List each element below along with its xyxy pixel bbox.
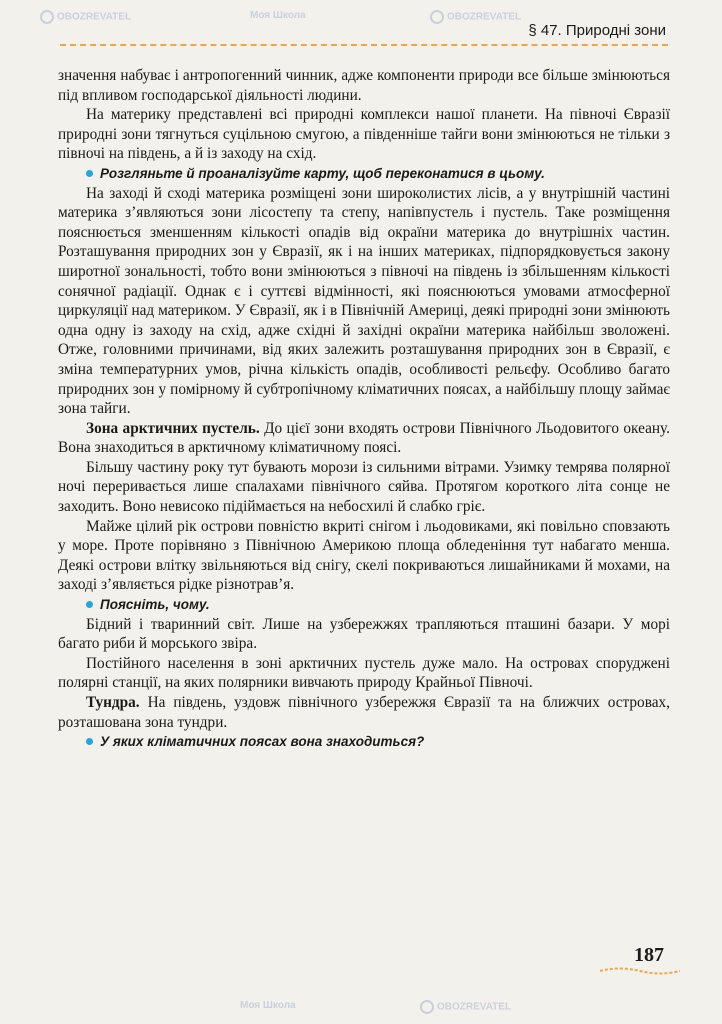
watermark: [40, 10, 131, 24]
watermark-logo-icon: [40, 10, 54, 24]
question: [58, 595, 670, 615]
question-text: Поясніть, чому.: [100, 597, 210, 613]
watermark: [430, 10, 521, 24]
page-number-ornament-icon: [600, 966, 680, 976]
bullet-icon: [86, 170, 93, 177]
watermark: [250, 10, 306, 21]
watermark: [420, 1000, 511, 1014]
question-text: У яких кліматичних поясах вона знаходиться?: [100, 734, 425, 750]
paragraph: Постійного населення в зоні арктичних пустель дуже мало. На островах споруджені полярні станції, на яких полярники вивчають природу Крайньої Півночі.: [58, 654, 670, 692]
watermark-text: Моя Школа: [250, 10, 306, 21]
section-heading: Зона арктичних пустель.: [86, 419, 260, 437]
watermark-logo-icon: [420, 1000, 434, 1014]
question-text: Розгляньте й проаналізуйте карту, щоб переконатися в цьому.: [100, 165, 545, 181]
page-number: 187: [634, 944, 664, 966]
watermark-text: OBOZREVATEL: [447, 11, 522, 23]
paragraph: Більшу частину року тут бувають морози із сильними вітрами. Узимку темрява полярної ночі переривається лише спалахами північного сяйва. Протягом короткого літа сонце не заходить. Воно невисоко підіймається на небосхилі й слабко гріє.: [58, 458, 670, 516]
question: [58, 732, 670, 752]
paragraph-text: До цієї зони входять острови Північного Льодовитого океану. Вона знаходиться в арктичному кліматичному поясі.: [58, 419, 670, 457]
paragraph: Бідний і тваринний світ. Лише на узбережжях трапляються пташині базари. У морі багато риби й морського звіра.: [58, 615, 670, 653]
watermark-logo-icon: [430, 10, 444, 24]
paragraph: [58, 419, 670, 458]
question: [58, 164, 670, 184]
paragraph: Майже цілий рік острови повністю вкриті снігом і льодовиками, які повільно сповзають у море. Проте порівняно з Північною Америкою площа обледеніння тут набагато менша. Деякі острови влітку звільняються від снігу, скелі покриваються лишайниками й мохами, на заході з’являється рідке різнотрав’я.: [58, 517, 670, 594]
watermark: [240, 1000, 296, 1011]
header-divider: [60, 44, 668, 46]
body-text: [58, 66, 670, 752]
watermark-text: OBOZREVATEL: [57, 11, 132, 23]
paragraph: На материку представлені всі природні комплекси нашої планети. На півночі Євразії природні зони тягнуться суцільною смугою, а південніше тайги вони змінюються не тільки з півночі на південь, а й із заходу на схід.: [58, 106, 670, 163]
paragraph: [58, 693, 670, 732]
page-title: § 47. Природні зони: [528, 22, 666, 39]
paragraph: значення набуває і антропогенний чинник, адже компоненти природи все більше змінюються під впливом господарської діяльності людини.: [58, 67, 670, 104]
bullet-icon: [86, 601, 93, 608]
paragraph: На заході й сході материка розміщені зони широколистих лісів, а у внутрішній частині материка з’являються зони лісостепу та степу, напівпустель і пустель. Таке розміщення пояснюється зменшенням кількості опадів від окраїни материка до внутрішніх частин. Розташування природних зон у Євразії, як і на інших материках, підпорядковується закону широтної зональності, тобто вони змінюються з півночі на південь із збільшенням кількості сонячної радіації. Однак є і суттєві відмінності, які пояснюються умовами атмосферної циркуляції над материком. У Євразії, як і в Північній Америці, деякі природні зони змінюють одна одну із заходу на схід, адже східні й західні окраїни материка найбільш зволожені. Отже, головними причинами, від яких залежить розташування природних зон в Євразії, є зміна температурних умов, річна кількість опадів, особливості рельєфу. Особливо багато природних зон у помірному й субтропічному кліматичних поясах, а найбільшу площу займає зона тайги.: [58, 184, 670, 418]
watermark-text: Моя Школа: [240, 1000, 296, 1011]
section-heading: Тундра.: [86, 694, 140, 711]
paragraph-text: На південь, уздовж північного узбережжя Євразії та на ближчих островах, розташована зона тундри.: [58, 694, 670, 731]
watermark-text: OBOZREVATEL: [437, 1001, 512, 1013]
